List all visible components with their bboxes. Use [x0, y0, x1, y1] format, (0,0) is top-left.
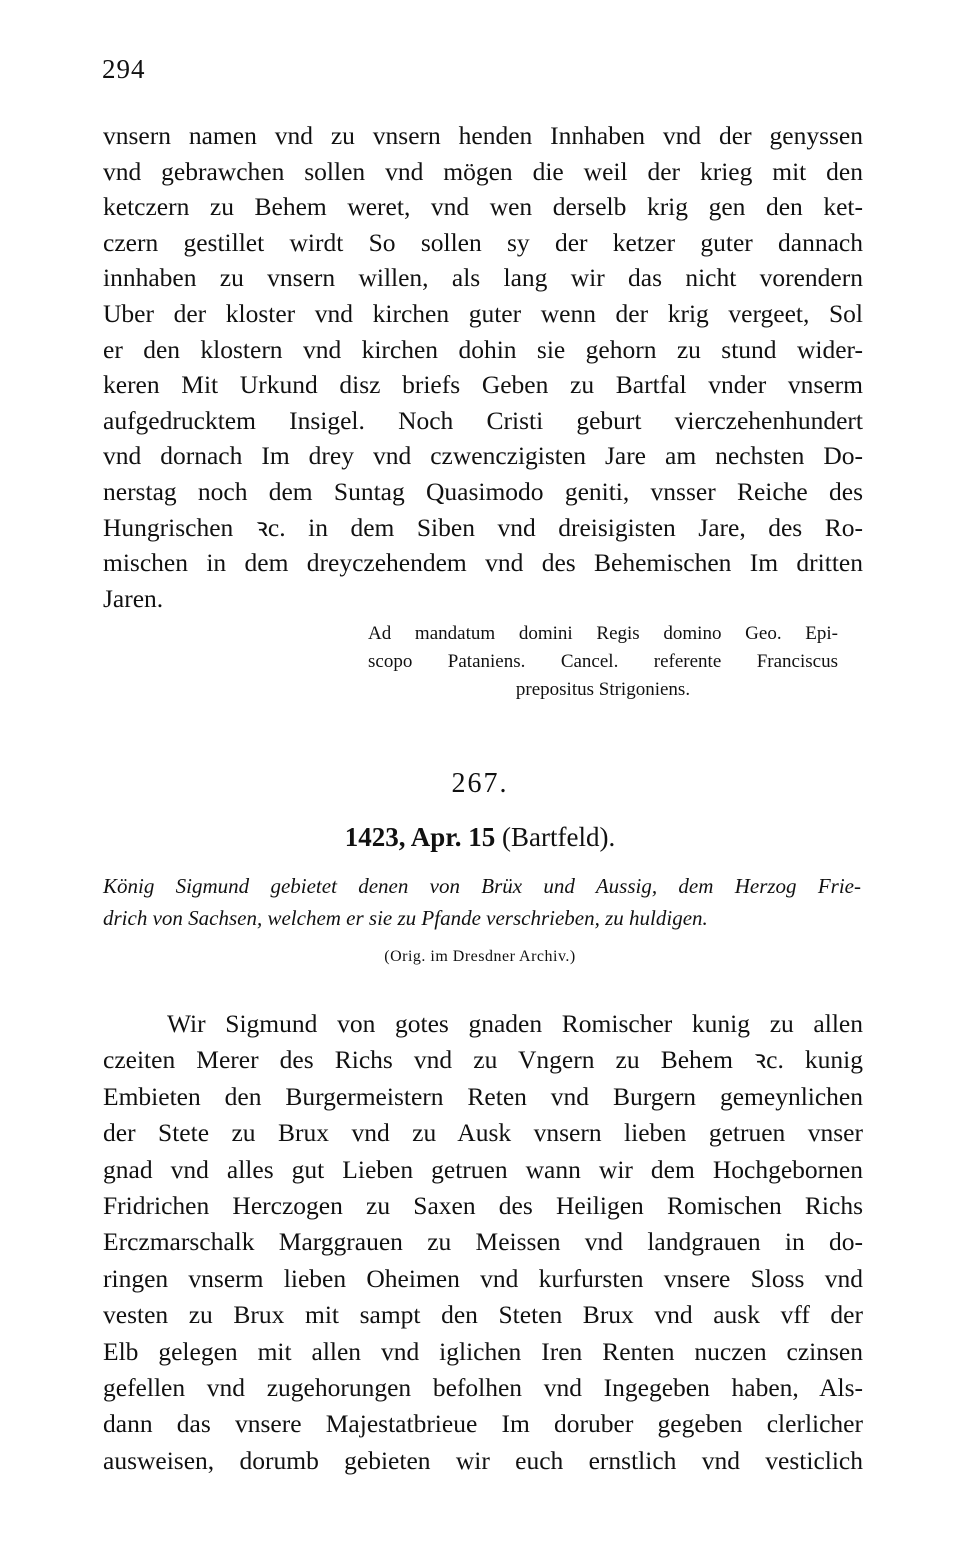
document-date-heading	[0, 822, 960, 853]
subscription-line: scopo Pataniens. Cancel. referente Franciscus	[368, 651, 838, 672]
text-line: Wir Sigmund von gotes gnaden Romischer kunig zu allen	[167, 1009, 863, 1038]
source-note: (Orig. im Dresdner Archiv.)	[384, 948, 576, 965]
text-line: Uber der kloster vnd kirchen guter wenn der krig vergeet, Sol	[103, 298, 863, 328]
text-line: Embieten den Burgermeistern Reten vnd Burgern gemeynlichen	[103, 1081, 863, 1111]
text-line: Erczmarschalk Marggrauen zu Meissen vnd landgrauen in do-	[103, 1227, 863, 1257]
text-line: ringen vnserm lieben Oheimen vnd kurfursten vnsere Sloss vnd	[103, 1263, 863, 1293]
document-date: 1423, Apr. 15	[344, 822, 496, 852]
regest-line: König Sigmund gebietet denen von Brüx und Aussig, dem Herzog Frie-	[103, 874, 861, 898]
text-line: czeiten Merer des Richs vnd zu Vngern zu Behem ꝛc. kunig	[103, 1045, 863, 1075]
text-line: keren Mit Urkund disz briefs Geben zu Bartfal vnder vnserm	[103, 370, 863, 400]
text-line: innhaben zu vnsern willen, als lang wir das nicht vorendern	[103, 263, 863, 293]
text-line: vesten zu Brux mit sampt den Steten Brux vnd ausk vff der	[103, 1300, 863, 1330]
text-line: ketczern zu Behem weret, vnd wen derselb krig gen den ket-	[103, 192, 863, 222]
text-line: dann das vnsere Majestatbrieue Im doruber gegeben clerlicher	[103, 1409, 863, 1439]
text-line: gefellen vnd zugehorungen befolhen vnd Ingegeben haben, Als-	[103, 1373, 863, 1403]
text-line: mischen in dem dreyczehendem vnd des Behemischen Im dritten	[103, 548, 863, 578]
text-line: er den klostern vnd kirchen dohin sie gehorn zu stund wider-	[103, 334, 863, 364]
text-line: Hungrischen ꝛc. in dem Siben vnd dreisigisten Jare, des Ro-	[103, 512, 863, 542]
text-line: aufgedrucktem Insigel. Noch Cristi geburt vierczehenhundert	[103, 405, 863, 435]
text-line: vnsern namen vnd zu vnsern henden Innhaben vnd der genyssen	[103, 121, 863, 150]
text-line: nerstag noch dem Suntag Quasimodo geniti, vnsser Reiche des	[103, 476, 863, 506]
document-number: 267.	[451, 768, 509, 799]
text-line: ausweisen, dorumb gebieten wir euch ernstlich vnd vesticlich	[103, 1445, 863, 1475]
regest-line: drich von Sachsen, welchem er sie zu Pfande verschrieben, zu huldigen.	[103, 906, 708, 930]
subscription-line: Ad mandatum domini Regis domino Geo. Epi-	[368, 623, 838, 644]
continuation-text	[103, 118, 863, 616]
text-line: Elb gelegen mit allen vnd iglichen Iren Renten nuczen czinsen	[103, 1336, 863, 1366]
document-text	[103, 1006, 863, 1479]
text-line: Jaren.	[103, 583, 164, 613]
chancery-subscription	[368, 620, 838, 704]
text-line: vnd dornach Im drey vnd czwenczigisten Jare am nechsten Do-	[103, 441, 863, 471]
text-line: Fridrichen Herczogen zu Saxen des Heiligen Romischen Richs	[103, 1191, 863, 1221]
document-place: (Bartfeld).	[495, 822, 616, 852]
text-line: vnd gebrawchen sollen vnd mögen die weil der krieg mit den	[103, 156, 863, 186]
page-number: 294	[102, 54, 146, 84]
text-line: czern gestillet wirdt So sollen sy der ketzer guter dannach	[103, 227, 863, 257]
regest-summary	[103, 870, 861, 934]
subscription-line: prepositus Strigoniens.	[515, 679, 691, 700]
text-line: gnad vnd alles gut Lieben getruen wann wir dem Hochgebornen	[103, 1154, 863, 1184]
text-line: der Stete zu Brux vnd zu Ausk vnsern lieben getruen vnser	[103, 1118, 863, 1148]
